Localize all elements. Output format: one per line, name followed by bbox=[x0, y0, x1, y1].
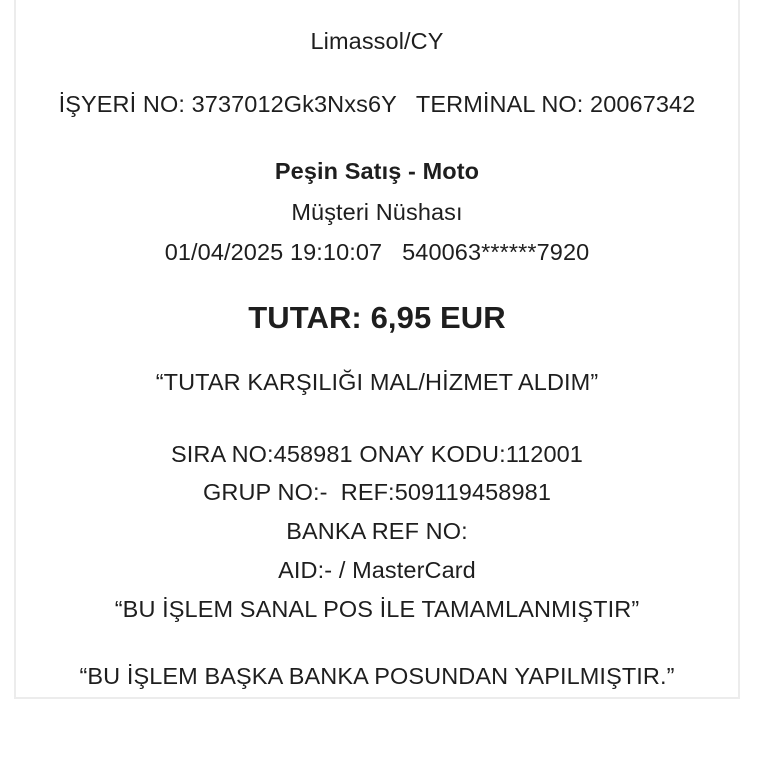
merchant-location: Limassol/CY bbox=[310, 28, 444, 54]
group-reference-line: GRUP NO:- REF:509119458981 bbox=[203, 479, 551, 505]
copy-name: Müşteri Nüshası bbox=[291, 199, 463, 225]
transaction-type: Peşin Satış - Moto bbox=[274, 158, 480, 184]
aid-card-scheme-line: AID:- / MasterCard bbox=[278, 557, 476, 583]
total-amount-line: TUTAR: 6,95 EUR bbox=[248, 300, 506, 335]
bank-reference-line: BANKA REF NO: bbox=[286, 518, 468, 544]
other-bank-pos-note: “BU İŞLEM BAŞKA BANKA POSUNDAN YAPILMIŞTIR.” bbox=[79, 663, 675, 689]
acknowledgement-note: “TUTAR KARŞILIĞI MAL/HİZMET ALDIM” bbox=[155, 369, 599, 395]
receipt-card bbox=[14, 0, 740, 699]
datetime-card-line: 01/04/2025 19:10:07 540063******7920 bbox=[164, 239, 590, 265]
virtual-pos-note: “BU İŞLEM SANAL POS İLE TAMAMLANMIŞTIR” bbox=[114, 596, 640, 622]
sequence-approval-line: SIRA NO:458981 ONAY KODU:112001 bbox=[171, 441, 583, 467]
merchant-terminal-line: İŞYERİ NO: 3737012Gk3Nxs6Y TERMİNAL NO: 20067342 bbox=[58, 91, 696, 117]
